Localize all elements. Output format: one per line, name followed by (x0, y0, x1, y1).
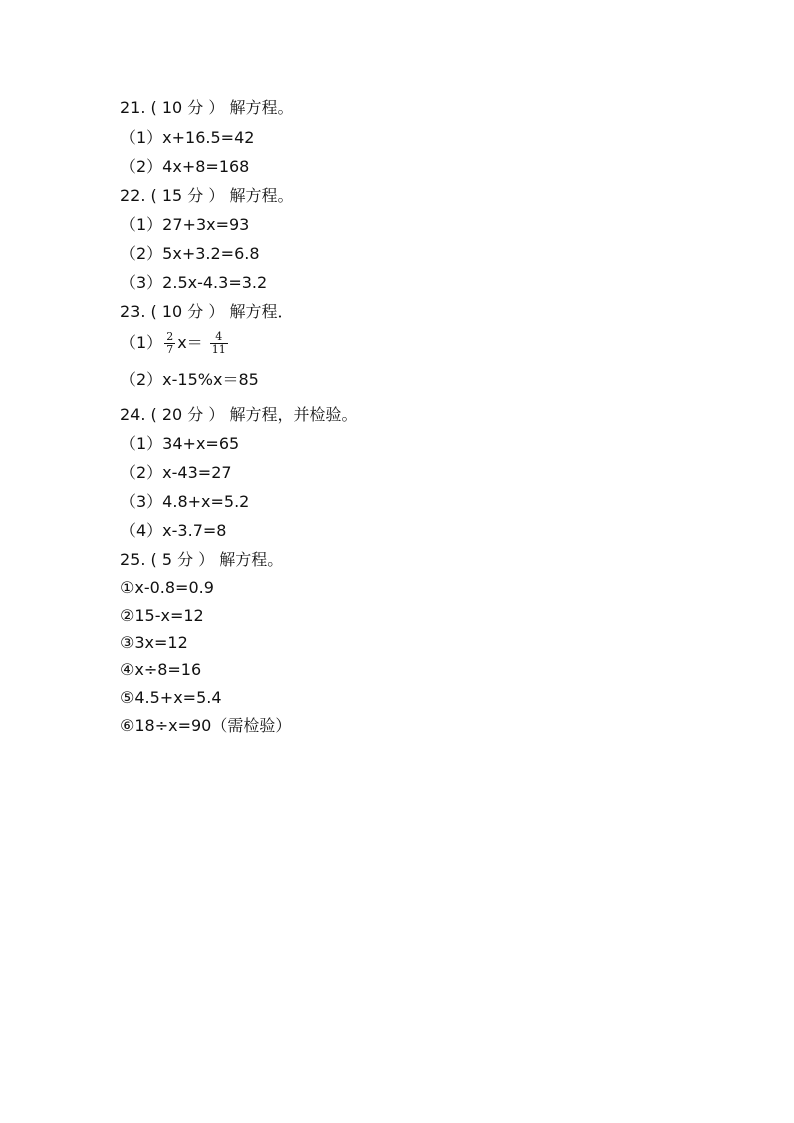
question-25-item-5: ⑤4.5+x=5.4 (120, 688, 222, 707)
question-24-item-3: （3）4.8+x=5.2 (120, 492, 250, 511)
fraction-numerator: 4 (210, 331, 228, 344)
question-23-header: 23. ( 10 分 ） 解方程． (120, 302, 294, 321)
question-25-item-2: ②15-x=12 (120, 606, 204, 625)
question-22-item-1: （1）27+3x=93 (120, 215, 250, 234)
question-25-item-4: ④x÷8=16 (120, 660, 202, 679)
question-21-item-1: （1）x+16.5=42 (120, 128, 255, 147)
question-24-item-4: （4）x-3.7=8 (120, 521, 227, 540)
question-24-header: 24. ( 20 分 ） 解方程，并检验。 (120, 405, 358, 424)
question-21-item-2: （2）4x+8=168 (120, 157, 250, 176)
question-24-item-2: （2）x-43=27 (120, 463, 232, 482)
question-22-item-3: （3）2.5x-4.3=3.2 (120, 273, 268, 292)
question-23-item-1 (120, 328, 230, 358)
question-24-item-1: （1）34+x=65 (120, 434, 240, 453)
question-25-item-3: ③3x=12 (120, 633, 188, 652)
equation-middle: x＝ (177, 333, 208, 352)
question-22-item-2: （2）5x+3.2=6.8 (120, 244, 260, 263)
question-25-item-1: ①x-0.8=0.9 (120, 578, 214, 597)
question-25-item-6: ⑥18÷x=90（需检验） (120, 716, 292, 735)
question-22-header: 22. ( 15 分 ） 解方程。 (120, 186, 294, 205)
fraction-two-sevenths (164, 331, 175, 356)
item-prefix: （1） (120, 333, 163, 352)
fraction-denominator: 7 (166, 343, 174, 356)
fraction-denominator: 11 (211, 343, 226, 356)
question-25-header: 25. ( 5 分 ） 解方程。 (120, 550, 284, 569)
question-21-header: 21. ( 10 分 ） 解方程。 (120, 98, 294, 117)
question-23-item-2: （2）x-15%x＝85 (120, 370, 259, 389)
fraction-four-elevenths (210, 331, 228, 356)
fraction-numerator: 2 (166, 330, 174, 343)
